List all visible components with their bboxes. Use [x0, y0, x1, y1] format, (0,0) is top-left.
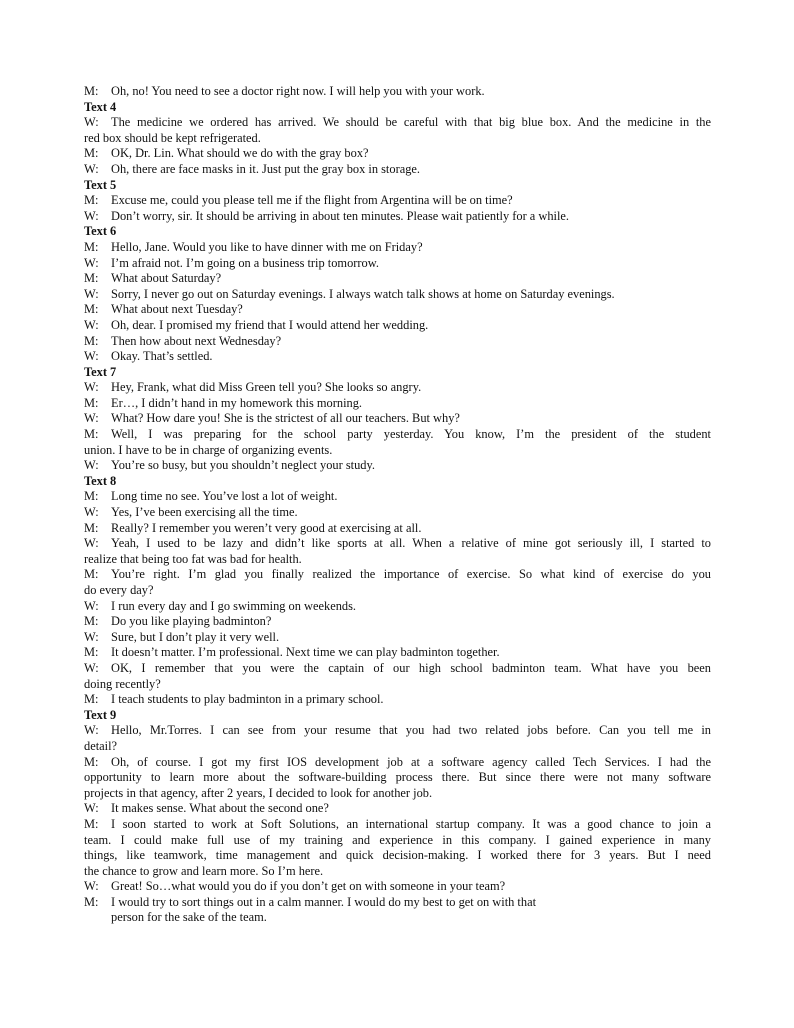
dialogue-line — [84, 458, 711, 474]
speaker-label: W: — [84, 723, 99, 738]
dialogue-line — [84, 349, 711, 365]
speaker-label: M: — [84, 567, 99, 582]
speaker-label: M: — [84, 333, 99, 348]
dialogue-line — [84, 427, 711, 443]
dialogue-text: I would try to sort things out in a calm manner. I would do my best to get on with that — [111, 894, 537, 909]
dialogue-line — [84, 209, 711, 225]
speaker-label: M: — [84, 894, 99, 909]
speaker-label: W: — [84, 801, 99, 816]
speaker-label: W: — [84, 879, 99, 894]
speaker-label: W: — [84, 115, 99, 130]
dialogue-text: Then how about next Wednesday? — [111, 333, 282, 348]
dialogue-text: I’m afraid not. I’m going on a business trip tomorrow. — [111, 255, 379, 270]
dialogue-line — [84, 318, 711, 334]
dialogue-continuation: the chance to grow and learn more. So I’m here. — [84, 863, 324, 878]
speaker-label: W: — [84, 380, 99, 395]
speaker-label: M: — [84, 427, 99, 442]
dialogue-text: Hello, Jane. Would you like to have dinner with me on Friday? — [111, 239, 423, 254]
speaker-label: W: — [84, 660, 99, 675]
dialogue-text: Yeah, I used to be lazy and didn’t like sports at all. When a relative of mine got seriously ill, I started to — [111, 536, 711, 551]
dialogue-line — [84, 567, 711, 583]
section-heading: Text 8 — [84, 473, 117, 488]
dialogue-line — [84, 334, 711, 350]
dialogue-text: Great! So…what would you do if you don’t get on with someone in your team? — [111, 879, 506, 894]
speaker-label: M: — [84, 489, 99, 504]
dialogue-continuation: things, like teamwork, time management and quick decision-making. I worked there for 3 years. But I need — [84, 848, 711, 863]
dialogue-text: Well, I was preparing for the school party yesterday. You know, I’m the president of the student — [111, 427, 711, 442]
dialogue-text: I soon started to work at Soft Solutions, an international startup company. It was a good chance to join a — [111, 816, 711, 831]
dialogue-text: Okay. That’s settled. — [111, 349, 213, 364]
dialogue-line — [84, 256, 711, 272]
document-page — [84, 84, 711, 926]
speaker-label: M: — [84, 193, 99, 208]
section-heading: Text 5 — [84, 177, 117, 192]
dialogue-line — [84, 146, 711, 162]
dialogue-line — [84, 661, 711, 677]
dialogue-text: You’re so busy, but you shouldn’t neglect your study. — [111, 458, 375, 473]
dialogue-text: What? How dare you! She is the strictest of all our teachers. But why? — [111, 411, 460, 426]
section-heading: Text 4 — [84, 99, 117, 114]
dialogue-line — [84, 879, 711, 895]
speaker-label: W: — [84, 317, 99, 332]
section-heading: Text 6 — [84, 224, 117, 239]
speaker-label: M: — [84, 239, 99, 254]
dialogue-text: Excuse me, could you please tell me if the flight from Argentina will be on time? — [111, 193, 513, 208]
dialogue-text: Do you like playing badminton? — [111, 614, 272, 629]
dialogue-line — [84, 193, 711, 209]
dialogue-text: What about Saturday? — [111, 271, 222, 286]
dialogue-text: Sure, but I don’t play it very well. — [111, 629, 280, 644]
speaker-label: M: — [84, 645, 99, 660]
dialogue-line — [84, 396, 711, 412]
speaker-label: M: — [84, 146, 99, 161]
speaker-label: M: — [84, 395, 99, 410]
dialogue-text: Er…, I didn’t hand in my homework this morning. — [111, 395, 363, 410]
dialogue-continuation: do every day? — [84, 583, 154, 597]
dialogue-line — [84, 817, 711, 833]
dialogue-text: Oh, dear. I promised my friend that I would attend her wedding. — [111, 317, 429, 332]
dialogue-continuation: detail? — [84, 738, 118, 753]
speaker-label: W: — [84, 411, 99, 426]
dialogue-line — [84, 287, 711, 303]
dialogue-line — [84, 755, 711, 771]
dialogue-line — [84, 895, 711, 911]
dialogue-text: Hello, Mr.Torres. I can see from your resume that you had two related jobs before. Can you tell me in — [111, 723, 711, 738]
dialogue-text: Hey, Frank, what did Miss Green tell you? She looks so angry. — [111, 380, 422, 395]
speaker-label: W: — [84, 255, 99, 270]
dialogue-line — [84, 536, 711, 552]
dialogue-line — [84, 505, 711, 521]
speaker-label: M: — [84, 692, 99, 707]
dialogue-line — [84, 630, 711, 646]
dialogue-continuation: union. I have to be in charge of organizing events. — [84, 442, 333, 457]
dialogue-text: Oh, of course. I got my first IOS development job at a software agency called Tech Services. I had the — [111, 754, 711, 769]
dialogue-line — [84, 801, 711, 817]
dialogue-text: It makes sense. What about the second one? — [111, 801, 329, 816]
dialogue-text: Really? I remember you weren’t very good at exercising at all. — [111, 520, 422, 535]
speaker-label: W: — [84, 458, 99, 473]
dialogue-text: Yes, I’ve been exercising all the time. — [111, 505, 298, 520]
dialogue-text: Oh, no! You need to see a doctor right now. I will help you with your work. — [111, 84, 485, 98]
section-heading: Text 7 — [84, 364, 117, 379]
dialogue-continuation: projects in that agency, after 2 years, I decided to look for another job. — [84, 785, 433, 800]
dialogue-line — [84, 614, 711, 630]
dialogue-text: You’re right. I’m glad you finally realized the importance of exercise. So what kind of exercise do you — [111, 567, 711, 582]
dialogue-line — [84, 723, 711, 739]
speaker-label: M: — [84, 520, 99, 535]
dialogue-continuation: doing recently? — [84, 676, 161, 691]
speaker-label: W: — [84, 161, 99, 176]
speaker-label: W: — [84, 208, 99, 223]
dialogue-line — [84, 645, 711, 661]
dialogue-text: Sorry, I never go out on Saturday evenings. I always watch talk shows at home on Saturday evenings. — [111, 286, 615, 301]
dialogue-text: OK, Dr. Lin. What should we do with the gray box? — [111, 146, 369, 161]
dialogue-continuation: opportunity to learn more about the software-building process there. But since there were not many software — [84, 770, 711, 785]
dialogue-line — [84, 84, 711, 100]
speaker-label: M: — [84, 84, 99, 98]
speaker-label: M: — [84, 302, 99, 317]
dialogue-line — [84, 162, 711, 178]
speaker-label: M: — [84, 816, 99, 831]
dialogue-line — [84, 115, 711, 131]
dialogue-text: OK, I remember that you were the captain of our high school badminton team. What have you been — [111, 660, 711, 675]
dialogue-text: It doesn’t matter. I’m professional. Next time we can play badminton together. — [111, 645, 500, 660]
dialogue-continuation: red box should be kept refrigerated. — [84, 130, 261, 145]
dialogue-line — [84, 271, 711, 287]
speaker-label: W: — [84, 536, 99, 551]
dialogue-continuation: realize that being too fat was bad for health. — [84, 551, 302, 566]
speaker-label: W: — [84, 349, 99, 364]
dialogue-text: Oh, there are face masks in it. Just put the gray box in storage. — [111, 161, 420, 176]
speaker-label: M: — [84, 271, 99, 286]
dialogue-line — [84, 411, 711, 427]
dialogue-continuation: team. I could make full use of my training and experience in this company. I gained experience in many — [84, 832, 711, 847]
dialogue-continuation: person for the sake of the team. — [111, 910, 267, 925]
dialogue-line — [84, 489, 711, 505]
dialogue-text: I run every day and I go swimming on weekends. — [111, 598, 356, 613]
dialogue-text: Long time no see. You’ve lost a lot of weight. — [111, 489, 338, 504]
dialogue-line — [84, 521, 711, 537]
section-heading: Text 9 — [84, 707, 117, 722]
dialogue-line — [84, 599, 711, 615]
speaker-label: W: — [84, 505, 99, 520]
speaker-label: M: — [84, 754, 99, 769]
dialogue-text: The medicine we ordered has arrived. We should be careful with that big blue box. And the medicine in the — [111, 115, 711, 130]
dialogue-text: I teach students to play badminton in a primary school. — [111, 692, 384, 707]
speaker-label: W: — [84, 598, 99, 613]
dialogue-text: What about next Tuesday? — [111, 302, 243, 317]
dialogue-line — [84, 380, 711, 396]
speaker-label: W: — [84, 286, 99, 301]
dialogue-line — [84, 692, 711, 708]
speaker-label: M: — [84, 614, 99, 629]
dialogue-line — [84, 302, 711, 318]
dialogue-line — [84, 240, 711, 256]
speaker-label: W: — [84, 629, 99, 644]
dialogue-text: Don’t worry, sir. It should be arriving in about ten minutes. Please wait patiently for a while. — [111, 208, 570, 223]
